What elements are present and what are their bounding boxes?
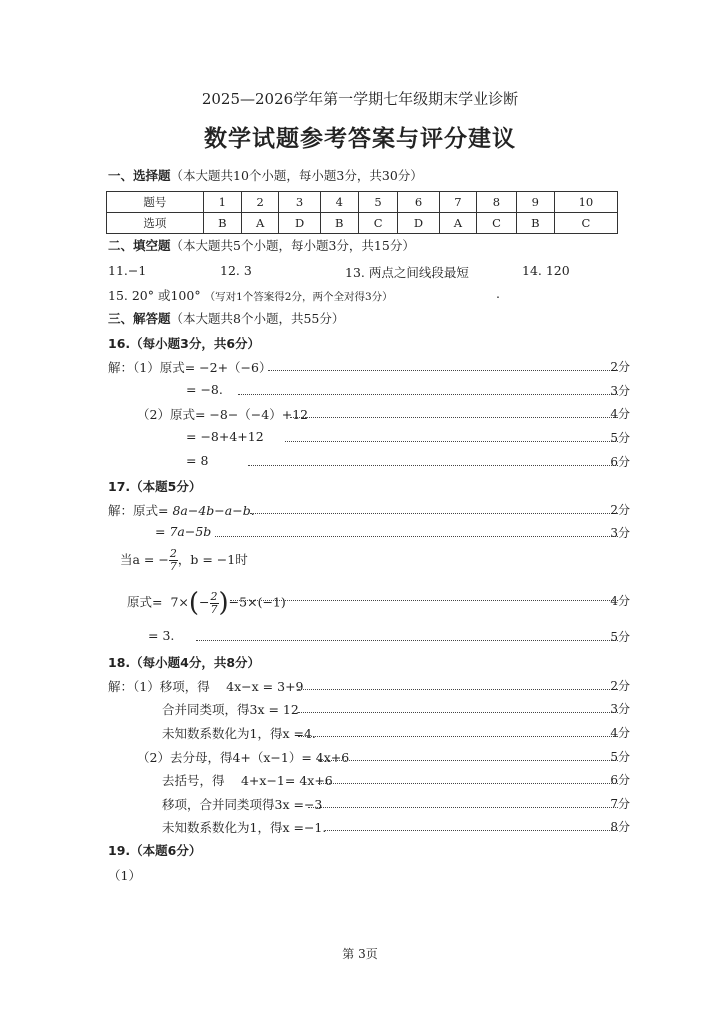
score-label: 7分 [610,797,630,811]
question-number-cell: 8 [477,192,517,213]
question-number-cell: 10 [554,192,617,213]
answer-table-row-label: 选项 [107,213,204,234]
score-label: 2分 [610,679,630,693]
score-label: 5分 [610,431,630,445]
section-solve [108,309,344,327]
leader-dots [298,736,618,737]
score-label: 5分 [610,750,630,764]
q16-line: （2）原式= −8−（−4）+12 [137,407,309,422]
answer-15-note: （写对1个答案得2分，两个全对得3分） [204,291,393,303]
answer-13: 13. 两点之间线段最短 [345,265,469,280]
leader-dots [250,513,618,514]
leader-dots [318,760,618,761]
score-label: 4分 [610,407,630,421]
answer-cell: B [516,213,554,234]
q18-line: 去括号，得 4+x−1= 4x+6 [162,773,333,788]
score-label: 3分 [610,702,630,716]
score-label: 6分 [610,455,630,469]
leader-dots [325,830,618,831]
question-number-cell: 7 [439,192,477,213]
section-choice-note: （本大题共10个小题，每小题3分，共30分） [170,168,423,183]
leader-dots [215,536,618,537]
question-number-cell: 2 [241,192,279,213]
q16-line: = 8 [186,453,209,468]
score-label: 6分 [610,773,630,787]
section-fill-note: （本大题共5个小题，每小题3分，共15分） [170,238,415,253]
score-label: 2分 [610,503,630,517]
leader-dots [298,712,618,713]
q17-condition: 当a = − $\frac{2}{7}$ ，b = −1时 [120,547,248,573]
score-label: 3分 [610,384,630,398]
q16-line: = −8+4+12 [186,429,264,444]
fraction: $\frac{2}{7}$ [169,547,177,573]
answer-table [106,191,618,234]
score-label: 5分 [610,630,630,644]
score-label: 8分 [610,820,630,834]
score-label: 3分 [610,526,630,540]
q18-line: 未知数系数化为1，得x =4. [162,726,316,741]
answer-cell: C [477,213,517,234]
q16-heading: 16.（每小题3分，共6分） [108,336,261,351]
score-label: 4分 [610,726,630,740]
q17-line2: = 7a−5b [155,524,212,539]
answer-14: 14. 120 [522,263,570,278]
question-number-cell: 3 [279,192,320,213]
answer-cell: A [241,213,279,234]
section-fill [108,236,415,254]
leader-dots [298,689,618,690]
answer-cell: C [554,213,617,234]
q17-line1: 解：原式= 8a−4b−a−b. [108,503,255,518]
leader-dots [238,394,618,395]
question-number-cell: 4 [320,192,358,213]
page-title: 数学试题参考答案与评分建议 [204,126,516,152]
score-label: 2分 [610,360,630,374]
answer-15-value: 15. 20° 或100° [108,288,201,303]
page-number: 第 3页 [342,947,378,961]
q19-heading: 19.（本题6分） [108,843,202,858]
q18-line: 移项，合并同类项得3x =−3 [162,797,323,812]
section-choice [108,166,423,184]
section-solve-heading: 三、解答题 [108,311,171,326]
q17-result: = 3. [148,628,175,643]
leader-dots [196,640,618,641]
answer-cell: C [358,213,398,234]
q18-line: 未知数系数化为1，得x =−1. [162,820,327,835]
answer-table-answer-row [107,213,618,234]
q17-substitution: 原式= 7×(− $\frac{2}{7}$ )−5×(−1) [127,588,286,618]
leader-dots [318,783,618,784]
leader-dots [268,370,618,371]
q19-part1: （1） [108,868,141,883]
answer-15 [108,286,393,304]
section-fill-heading: 二、填空题 [108,238,171,253]
answer-11: 11.−1 [108,263,147,278]
answer-cell: D [398,213,439,234]
fraction: $\frac{2}{7}$ [210,589,218,616]
q18-heading: 18.（每小题4分，共8分） [108,655,261,670]
answer-cell: B [320,213,358,234]
question-number-cell: 6 [398,192,439,213]
answer-cell: D [279,213,320,234]
answer-table-row-label: 题号 [107,192,204,213]
leader-dots [308,807,618,808]
answer-cell: A [439,213,477,234]
leader-dots [290,417,618,418]
leader-dots [248,465,618,466]
answer-12: 12. 3 [220,263,252,278]
q18-line: （2）去分母，得4+（x−1）= 4x+6 [137,750,350,765]
leader-dots [285,441,618,442]
q18-line: 合并同类项，得3x = 12 [162,702,299,717]
exam-subtitle: 2025—2026学年第一学期七年级期末学业诊断 [201,90,519,108]
q16-line: = −8. [186,382,223,397]
q16-line: 解：（1）原式= −2+（−6） [108,360,272,375]
answer-cell: B [203,213,241,234]
question-number-cell: 9 [516,192,554,213]
section-solve-note: （本大题共8个小题，共55分） [170,311,345,326]
score-label: 4分 [610,594,630,608]
question-number-cell: 1 [203,192,241,213]
q17-heading: 17.（本题5分） [108,479,202,494]
section-choice-heading: 一、选择题 [108,168,171,183]
question-number-cell: 5 [358,192,398,213]
answer-table-number-row [107,192,618,213]
answer-15-end: . [496,286,500,301]
leader-dots [230,600,618,601]
q18-line: 解：（1）移项，得 4x−x = 3+9 [108,679,304,694]
